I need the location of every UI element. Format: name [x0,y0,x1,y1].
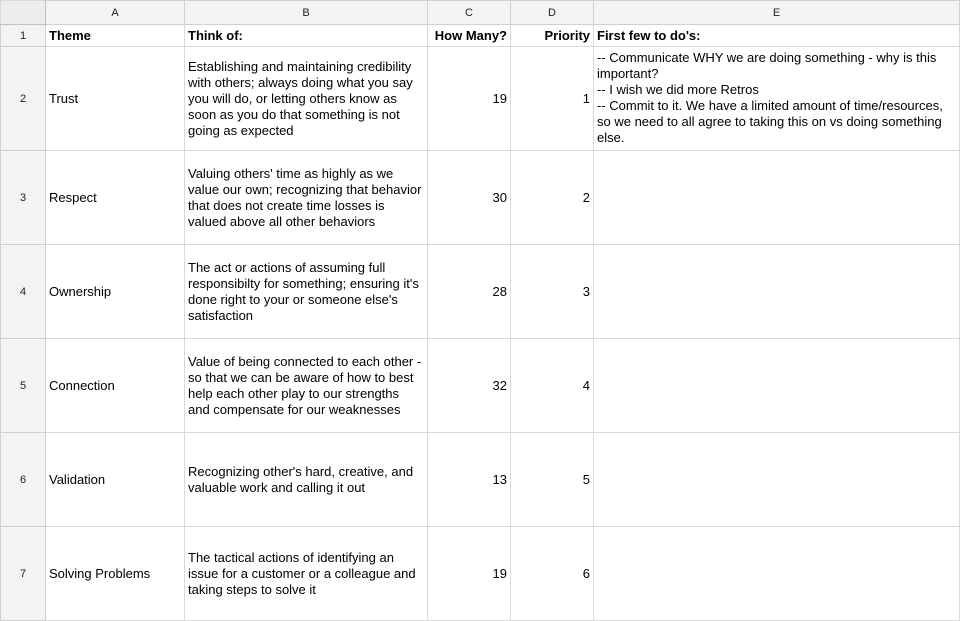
cell-think-of[interactable]: Valuing others' time as highly as we value our own; recognizing that behavior that does not create time losses is valued above all other behaviors [185,151,428,245]
row-header[interactable]: 4 [1,245,46,339]
column-header-e[interactable]: E [594,1,960,25]
cell-think-of-header[interactable]: Think of: [185,25,428,47]
cell-theme[interactable]: Ownership [46,245,185,339]
cell-todos[interactable] [594,339,960,433]
cell-theme[interactable]: Solving Problems [46,527,185,621]
cell-think-of[interactable]: The act or actions of assuming full responsibilty for something; ensuring it's done right to your or someone else's satisfaction [185,245,428,339]
select-all-corner[interactable] [1,1,46,25]
cell-priority[interactable]: 6 [511,527,594,621]
column-header-row [1,1,960,25]
cell-theme[interactable]: Validation [46,433,185,527]
row-header[interactable]: 7 [1,527,46,621]
cell-priority-header[interactable]: Priority [511,25,594,47]
cell-theme-header[interactable]: Theme [46,25,185,47]
cell-how-many[interactable]: 19 [428,47,511,151]
cell-think-of[interactable]: Recognizing other's hard, creative, and valuable work and calling it out [185,433,428,527]
table-row [1,527,960,621]
cell-todos[interactable] [594,527,960,621]
column-header-c[interactable]: C [428,1,511,25]
column-header-b[interactable]: B [185,1,428,25]
cell-how-many-header[interactable]: How Many? [428,25,511,47]
cell-theme[interactable]: Connection [46,339,185,433]
cell-priority[interactable]: 3 [511,245,594,339]
row-header[interactable]: 3 [1,151,46,245]
table-row [1,47,960,151]
column-header-d[interactable]: D [511,1,594,25]
table-row [1,151,960,245]
row-header[interactable]: 1 [1,25,46,47]
cell-theme[interactable]: Trust [46,47,185,151]
cell-todos[interactable] [594,151,960,245]
table-row [1,433,960,527]
cell-how-many[interactable]: 28 [428,245,511,339]
cell-priority[interactable]: 1 [511,47,594,151]
cell-think-of[interactable]: Establishing and maintaining credibility with others; always doing what you say you will do, or letting others know as soon as you do that something is not going as expected [185,47,428,151]
cell-theme[interactable]: Respect [46,151,185,245]
row-header[interactable]: 6 [1,433,46,527]
row-header[interactable]: 2 [1,47,46,151]
column-header-a[interactable]: A [46,1,185,25]
cell-todos[interactable] [594,245,960,339]
cell-think-of[interactable]: Value of being connected to each other - so that we can be aware of how to best help each other play to our strengths and compensate for our weaknesses [185,339,428,433]
cell-todos[interactable] [594,433,960,527]
cell-how-many[interactable]: 30 [428,151,511,245]
cell-think-of[interactable]: The tactical actions of identifying an issue for a customer or a colleague and taking steps to solve it [185,527,428,621]
cell-priority[interactable]: 5 [511,433,594,527]
table-row [1,245,960,339]
cell-how-many[interactable]: 19 [428,527,511,621]
cell-todos[interactable]: -- Communicate WHY we are doing something - why is this important? -- I wish we did more Retros -- Commit to it. We have a limited amount of time/resources, so we need to all agree to taking this on vs doing something else. [594,47,960,151]
cell-how-many[interactable]: 13 [428,433,511,527]
row-header[interactable]: 5 [1,339,46,433]
cell-priority[interactable]: 4 [511,339,594,433]
cell-how-many[interactable]: 32 [428,339,511,433]
cell-todos-header[interactable]: First few to do's: [594,25,960,47]
cell-priority[interactable]: 2 [511,151,594,245]
table-row [1,25,960,47]
table-row [1,339,960,433]
